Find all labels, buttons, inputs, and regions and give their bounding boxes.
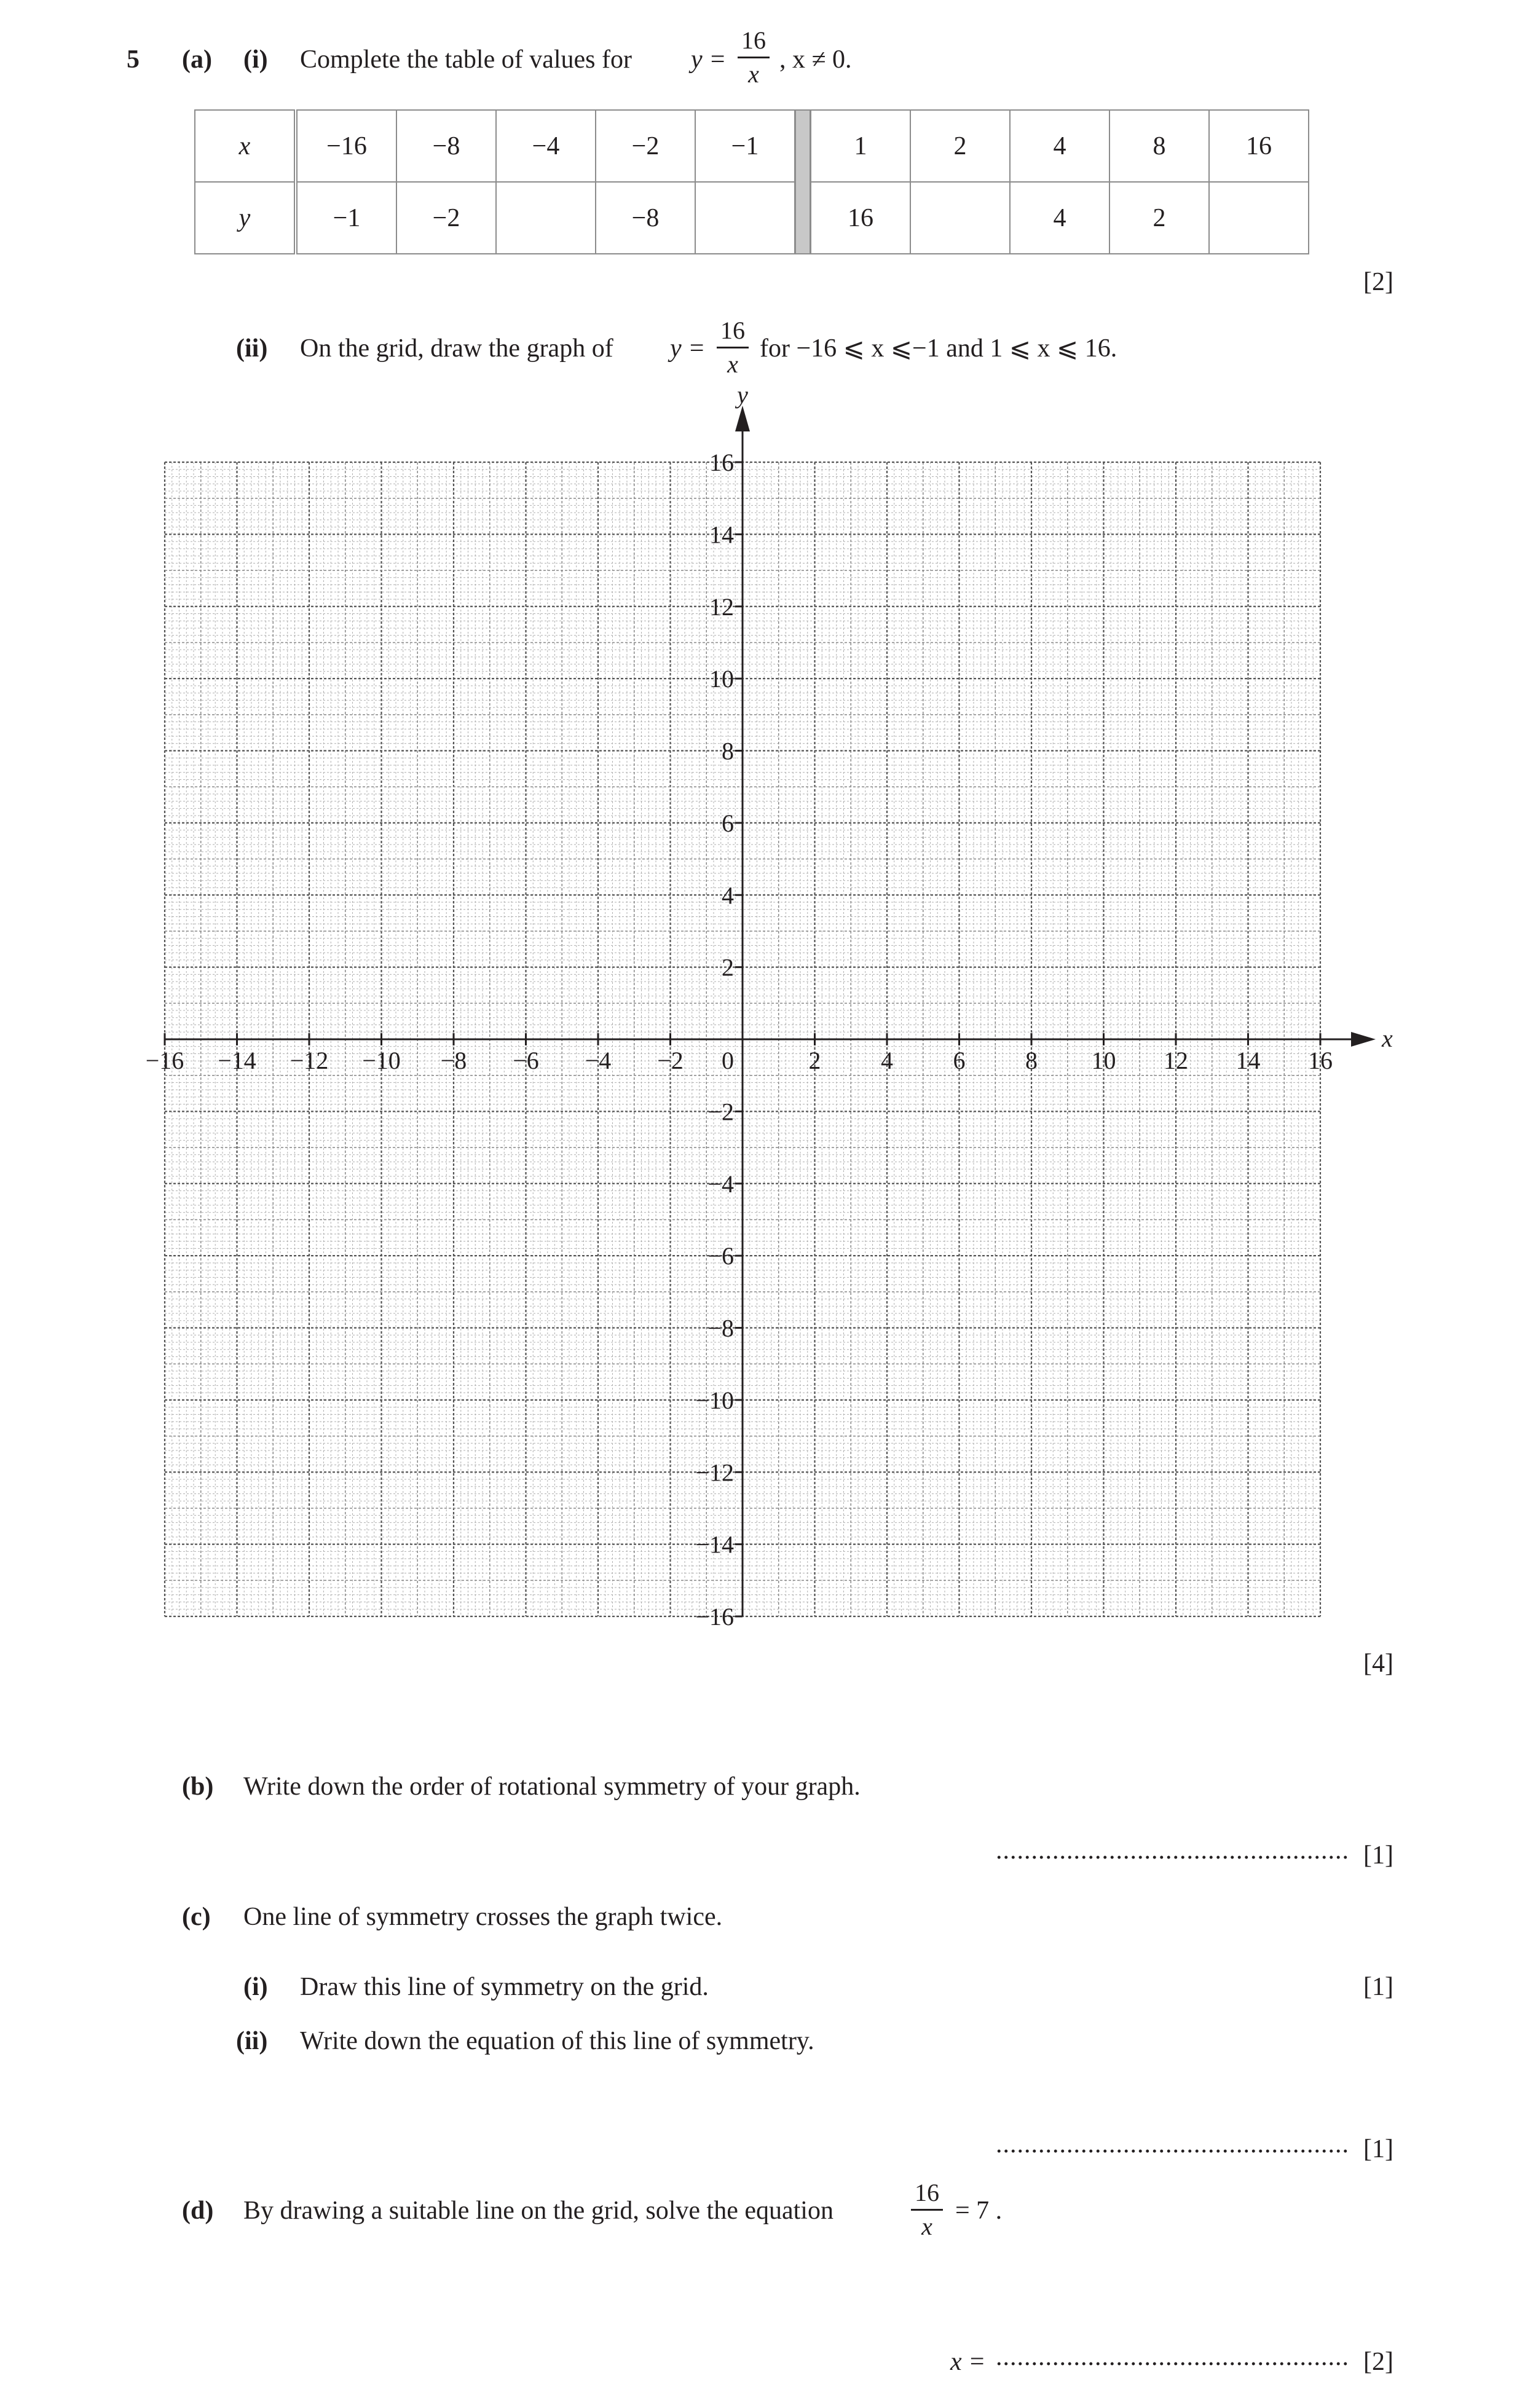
- fraction-denominator: x: [727, 350, 738, 378]
- y-tick-label: −12: [695, 1458, 734, 1487]
- x-tick-label: 6: [953, 1047, 966, 1074]
- y-tick-label: 8: [722, 737, 734, 765]
- x-tick-label: 8: [1025, 1047, 1038, 1074]
- x-tick-label: −10: [362, 1047, 401, 1074]
- part-c-text: One line of symmetry crosses the graph twice.: [243, 1903, 723, 1931]
- table-cell: −8: [396, 110, 496, 182]
- y-tick-label: −8: [707, 1314, 734, 1342]
- y-tick-label: 6: [722, 809, 734, 837]
- part-d-equation-rhs: = 7 .: [955, 2197, 1003, 2225]
- part-b-text: Write down the order of rotational symmetry of your graph.: [243, 1773, 861, 1801]
- part-c-i-label: (i): [243, 1973, 268, 2001]
- y-tick-label: 14: [709, 521, 734, 549]
- table-cell: 2: [1109, 182, 1209, 254]
- y-tick-label: −16: [695, 1603, 734, 1631]
- table-cell: 8: [1109, 110, 1209, 182]
- part-a-ii-label: (ii): [236, 334, 268, 363]
- table-cell: −4: [496, 110, 596, 182]
- part-d-marks: [2]: [1363, 2348, 1393, 2376]
- y-tick-label: −10: [695, 1386, 734, 1414]
- part-b-marks: [1]: [1363, 1841, 1393, 1870]
- part-c-i-text: Draw this line of symmetry on the grid.: [300, 1973, 709, 2001]
- table-cell: 16: [1209, 110, 1309, 182]
- table-header-x: x: [195, 110, 296, 182]
- equation-lhs-2: y =: [670, 334, 706, 363]
- table-header-y: y: [195, 182, 296, 254]
- x-tick-label: 14: [1235, 1047, 1261, 1074]
- x-tick-label: −12: [290, 1047, 329, 1074]
- x-tick-label: 4: [881, 1047, 893, 1074]
- y-tick-label: −14: [695, 1530, 734, 1559]
- part-c-ii-answer-line[interactable]: ..................................................: [996, 2130, 1349, 2158]
- part-c-ii-marks: [1]: [1363, 2135, 1393, 2163]
- y-tick-label: 12: [709, 592, 734, 621]
- equation-condition: , x ≠ 0.: [779, 45, 852, 74]
- x-tick-label: 10: [1091, 1047, 1116, 1074]
- fraction-denominator: x: [748, 60, 759, 88]
- y-tick-label: −2: [707, 1098, 734, 1126]
- part-a-i-text: Complete the table of values for: [300, 45, 632, 74]
- x-tick-label: −2: [657, 1047, 684, 1074]
- table-cell: 4: [1010, 182, 1109, 254]
- part-a-ii-text: On the grid, draw the graph of: [300, 334, 613, 363]
- table-cell: −2: [396, 182, 496, 254]
- table-cell: 2: [910, 110, 1010, 182]
- part-d-text: By drawing a suitable line on the grid, solve the equation: [243, 2197, 833, 2225]
- part-d-label: (d): [182, 2197, 214, 2225]
- table-cell: −8: [596, 182, 695, 254]
- part-d-answer-line[interactable]: ..................................................: [996, 2343, 1349, 2371]
- x-tick-label: −8: [440, 1047, 467, 1074]
- y-axis-arrow: [735, 406, 750, 431]
- fraction-numerator: 16: [738, 28, 770, 58]
- table-cell: −16: [296, 110, 396, 182]
- x-tick-label: 12: [1164, 1047, 1188, 1074]
- equation-lhs: y =: [691, 45, 727, 74]
- table-cell: −1: [695, 110, 795, 182]
- table-cell: 16: [811, 182, 911, 254]
- part-a-label: (a): [182, 45, 212, 74]
- part-c-label: (c): [182, 1903, 211, 1931]
- part-a-i-label: (i): [243, 45, 268, 74]
- table-cell: −1: [296, 182, 396, 254]
- table-cell: 4: [1010, 110, 1109, 182]
- fraction-numerator: 16: [717, 318, 749, 348]
- x-tick-label: −4: [585, 1047, 612, 1074]
- y-tick-label: 4: [722, 881, 734, 910]
- x-tick-label: 16: [1308, 1047, 1333, 1074]
- x-axis-arrow: [1351, 1032, 1376, 1047]
- part-a-ii-range: for −16 ⩽ x ⩽−1 and 1 ⩽ x ⩽ 16.: [760, 334, 1117, 363]
- part-a-i-marks: [2]: [1363, 268, 1393, 296]
- y-tick-label: −6: [707, 1242, 734, 1270]
- question-number: 5: [127, 45, 140, 74]
- part-c-ii-text: Write down the equation of this line of symmetry.: [300, 2027, 814, 2055]
- x-tick-label: −14: [218, 1047, 256, 1074]
- part-c-ii-label: (ii): [236, 2027, 268, 2055]
- y-tick-label: 16: [709, 449, 734, 476]
- x-tick-label: −16: [145, 1047, 184, 1074]
- y-axis-label: y: [737, 381, 748, 409]
- fraction-denominator: x: [921, 2213, 932, 2240]
- x-tick-label: −6: [513, 1047, 539, 1074]
- part-c-i-marks: [1]: [1363, 1973, 1393, 2001]
- part-d-fraction: [911, 2181, 943, 2239]
- table-cell: 1: [811, 110, 911, 182]
- y-tick-label: 2: [722, 953, 734, 982]
- part-b-answer-line[interactable]: ..................................................: [996, 1836, 1349, 1865]
- x-tick-label: 2: [808, 1047, 821, 1074]
- x-axis-label: x: [1382, 1025, 1393, 1052]
- y-tick-label: 10: [709, 665, 734, 693]
- fraction-numerator: 16: [911, 2181, 943, 2211]
- table-cell: −2: [596, 110, 695, 182]
- y-tick-label: −4: [707, 1170, 734, 1198]
- part-a-ii-marks: [4]: [1363, 1650, 1393, 1678]
- origin-label: 0: [722, 1047, 734, 1074]
- part-b-label: (b): [182, 1773, 214, 1801]
- part-d-answer-prefix: x =: [950, 2348, 986, 2376]
